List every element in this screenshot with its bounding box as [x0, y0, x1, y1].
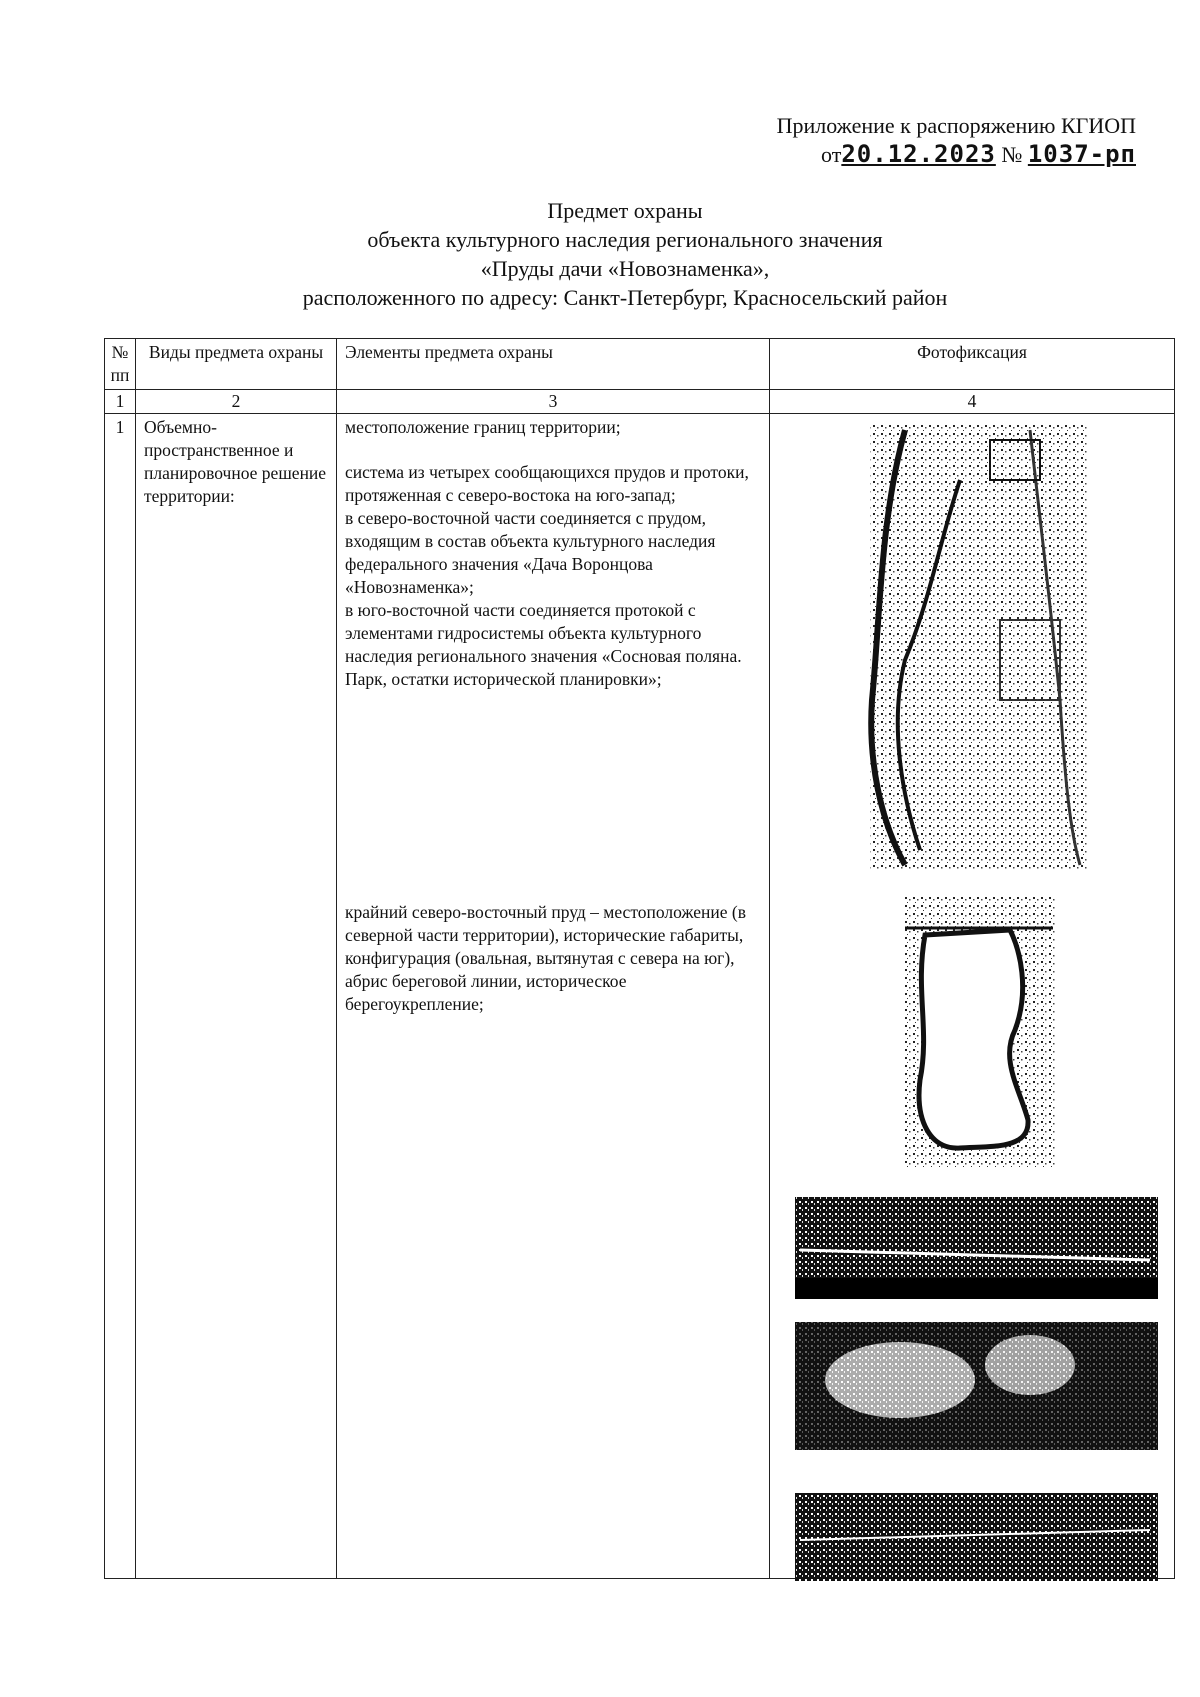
row-kind: Объемно-пространственное и планировочное решение территории:	[136, 414, 337, 1579]
col-header-num: № пп	[105, 339, 136, 390]
row-photos	[770, 414, 1175, 1579]
header-number: 1037-рп	[1027, 140, 1136, 168]
col-header-kind: Виды предмета охраны	[136, 339, 337, 390]
document-title	[0, 196, 1200, 312]
table-header-row	[105, 339, 1175, 390]
protection-table	[104, 338, 1175, 1579]
header-prefix: от	[821, 142, 842, 167]
col-header-elements: Элементы предмета охраны	[337, 339, 770, 390]
element-text-1: местоположение границ территории;	[345, 417, 621, 437]
element-text-2: система из четырех сообщающихся прудов и протоки, протяженная с северо-востока на юго-запад;	[345, 462, 749, 505]
header-date: 20.12.2023	[841, 140, 996, 168]
colnum-2: 2	[136, 390, 337, 414]
document-header	[716, 112, 1136, 169]
element-text-5: крайний северо-восточный пруд – местоположение (в северной части территории), исторические габариты, конфигурация (овальная, вытянутая с севера на юг), абрис береговой линии, историческое берегоукрепление;	[345, 902, 747, 1014]
title-line3: «Пруды дачи «Новознаменка»,	[480, 256, 770, 281]
element-text-4: в юго-восточной части соединяется протокой с элементами гидросистемы объекта культурного наследия регионального значения «Сосновая поляна. Парк, остатки исторической планировки»;	[345, 600, 742, 689]
title-line1: Предмет охраны	[547, 198, 703, 223]
element-text-3: в северо-восточной части соединяется с прудом, входящим в состав объекта культурного наследия федерального значения «Дача Воронцова «Новознаменка»;	[345, 508, 716, 597]
table-row	[105, 414, 1175, 1579]
colnum-4: 4	[770, 390, 1175, 414]
row-number: 1	[105, 414, 136, 1579]
header-line2	[716, 140, 1136, 169]
colnum-1: 1	[105, 390, 136, 414]
colnum-3: 3	[337, 390, 770, 414]
row-elements	[337, 414, 770, 1579]
column-numbers-row	[105, 390, 1175, 414]
header-line1: Приложение к распоряжению КГИОП	[776, 113, 1136, 138]
col-header-photo: Фотофиксация	[770, 339, 1175, 390]
title-line2: объекта культурного наследия регионального значения	[367, 227, 883, 252]
title-line4: расположенного по адресу: Санкт-Петербург, Красносельский район	[302, 285, 948, 310]
header-num-sign: №	[1001, 142, 1023, 167]
